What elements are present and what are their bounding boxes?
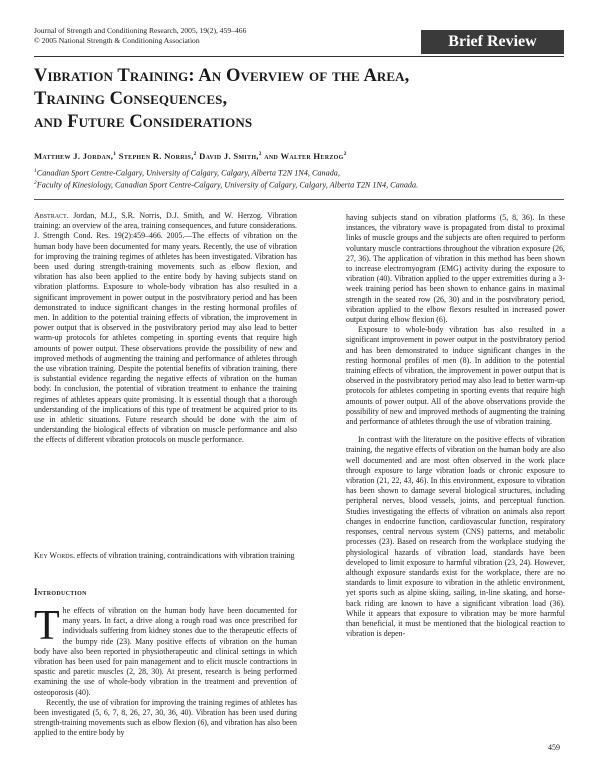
intro-paragraph-2: Recently, the use of vibration for improving the training regimes of athletes has been investigated (5, 6, 7, 8, 26, 27, 30, 36, 40). Vibration has been used during strength-training movements such as elbow flexion (6), and vibration has also been applied to the entire body by — [34, 697, 297, 738]
affiliation-1 — [34, 168, 340, 178]
author-1-sup: 1 — [113, 151, 117, 158]
affiliation-2 — [34, 180, 418, 190]
author-2: Stephen R. Norris, — [116, 151, 194, 161]
abstract-label: Abstract. — [34, 211, 69, 220]
intro-paragraph-1 — [34, 603, 297, 698]
author-4-sup: 2 — [343, 151, 347, 158]
author-3-sup: 2 — [258, 151, 262, 158]
journal-line-2: © 2005 National Strength & Conditioning Association — [34, 36, 200, 45]
title-line-3: and Future Considerations — [34, 112, 253, 132]
author-3: David J. Smith, — [196, 151, 259, 161]
keywords — [34, 551, 297, 561]
journal-line-1: Journal of Strength and Conditioning Research, 2005, 19(2), 459–466 — [34, 26, 247, 35]
author-2-sup: 2 — [193, 151, 197, 158]
brief-review-badge: Brief Review — [421, 30, 564, 54]
affiliation-2-sup: 2 — [34, 180, 37, 186]
introduction-body — [34, 603, 297, 739]
drop-cap: T — [34, 603, 60, 649]
right-paragraph-2: Exposure to whole-body vibration has also resulted in a significant improvement in power output in the postvibratory period and has been demonstrated to induce significant changes in the resting hormonal profiles of men (8). In addition to the potential training effects of vibration, the improvement in power output that is observed in the postvibratory period may also lead to better warm-up protocols for athletes competing in sporting events that require high amounts of power output. All of the above observations provide the possibility of new and improved methods of augmenting the training and performance of athletes through the use of vibration training. — [346, 325, 565, 427]
journal-citation — [34, 26, 246, 46]
abstract-text: Jordan, M.J., S.R. Norris, D.J. Smith, and W. Herzog. Vibration training: an overview of the area, training consequences, and future considerations. J. Strength Cond. Res. 19(2):459–466. 2005.—The effects of vibration on the human body have been documented for many years. Recently, the use of vibration for improving the training regimes of athletes has been investigated. Vibration has been used during strength-training movements such as elbow flexion, and vibration has also been applied to the entire body by having subjects stand on vibration platforms. Exposure to whole-body vibration has also resulted in a significant improvement in power output in the postvibratory period and has been demonstrated to induce significant changes in the resting hormonal profiles of men. In addition to the potential training effects of vibration, the improvement in power output that is observed in the postvibratory period may also lead to better warm-up protocols for athletes competing in sporting events that require high amounts of power output. These observations provide the possibility of new and improved methods of augmenting the training and performance of athletes through the use vibration training. Despite the potential benefits of vibration training, there is substantial evidence regarding the negative effects of vibration on the human body. In conclusion, the potential of vibration treatment to enhance the training regimes of athletes appears quite promising. It is essential though that a thorough understanding of the implications of this type of treatment be acquired prior to its use in athletic situations. Future research should be done with the aim of understanding the biological effects of vibration on muscle performance and also the effects of different vibration protocols on muscle performance. — [34, 211, 297, 445]
keywords-text: effects of vibration training, contraindications with vibration training — [74, 551, 295, 560]
right-paragraph-1: having subjects stand on vibration platforms (5, 8, 36). In these instances, the vibratory wave is propagated from distal to proximal links of muscle groups and the subjects are often required to perform voluntary muscle contractions throughout the vibration exposure (26, 27, 36). The application of vibration in this method has been shown to increase electromyogram (EMG) activity during the exposure to vibration (40). Vibration applied to the upper extremities during a 3-week training period has been shown to enhance gains in maximal strength in the seated row (26, 30) and in the postvibratory period, vibration applied to the elbow flexors resulted in increased power output during elbow flexion (6). — [346, 213, 565, 325]
affiliation-1-sup: 1 — [34, 168, 37, 174]
page-number: 459 — [548, 743, 560, 752]
keywords-label: Key Words. — [34, 551, 75, 560]
author-1: Matthew J. Jordan, — [34, 151, 114, 161]
right-paragraph-3: In contrast with the literature on the positive effects of vibration training, the negative effects of vibration on the human body are also well documented and are most often observed in the work place through exposure to large vibration loads or chronic exposure to vibration (21, 22, 43, 46). In this environment, exposure to vibration has been shown to damage several biological structures, including peripheral nerves, blood vessels, joints, and perceptual function. Studies investigating the effects of vibration on animals also report changes in endocrine function, cardiovascular function, respiratory responses, central nervous system (CNS) patterns, and metabolic processes (23). Based on research from the workplace studying the physiological hazards of vibration load, standards have been developed to limit exposure to harmful vibration (23, 24). However, although exposure standards exist for the workplace, there are no standards to limit exposure to vibration in the athletic environment, yet sports such as alpine skiing, sailing, in-line skating, and horse-back riding are known to have a significant vibration load (36). While it appears that exposure to vibration may be more harmful than beneficial, it must be mentioned that the biological reaction to vibration is depen- — [346, 435, 565, 639]
title-line-2: Training Consequences, — [34, 89, 228, 109]
article-title — [34, 65, 564, 134]
abstract — [34, 211, 297, 446]
intro-paragraph-1-text: he effects of vibration on the human body have been documented for many years. In fact, a drive along a rough road was once prescribed for individuals suffering from kidney stones due to the therapeutic effects of the bumpy ride (23). Many positive effects of vibration on the human body have also been reported in physiotherapeutic and clinical settings in which vibration has been used for pain management and to elicit muscle contractions in spastic and paretic muscles (2, 28, 30). At present, research is being performed examining the use of whole-body vibration in the treatment and prevention of osteoporosis (40). — [34, 606, 297, 697]
header-separator — [34, 199, 564, 200]
title-line-1: Vibration Training: An Overview of the Area, — [34, 66, 410, 86]
author-4: and Walter Herzog — [261, 151, 344, 161]
author-list — [34, 151, 347, 161]
title-rule — [34, 56, 564, 57]
right-column — [346, 213, 565, 639]
affiliation-2-text: Faculty of Kinesiology, Canadian Sport Centre-Calgary, University of Calgary, Calgary, Alberta T2N 1N4, Canada. — [36, 180, 419, 190]
section-heading-introduction: Introduction — [34, 587, 87, 597]
affiliation-1-text: Canadian Sport Centre-Calgary, University of Calgary, Calgary, Alberta T2N 1N4, Canada, — [36, 168, 340, 178]
